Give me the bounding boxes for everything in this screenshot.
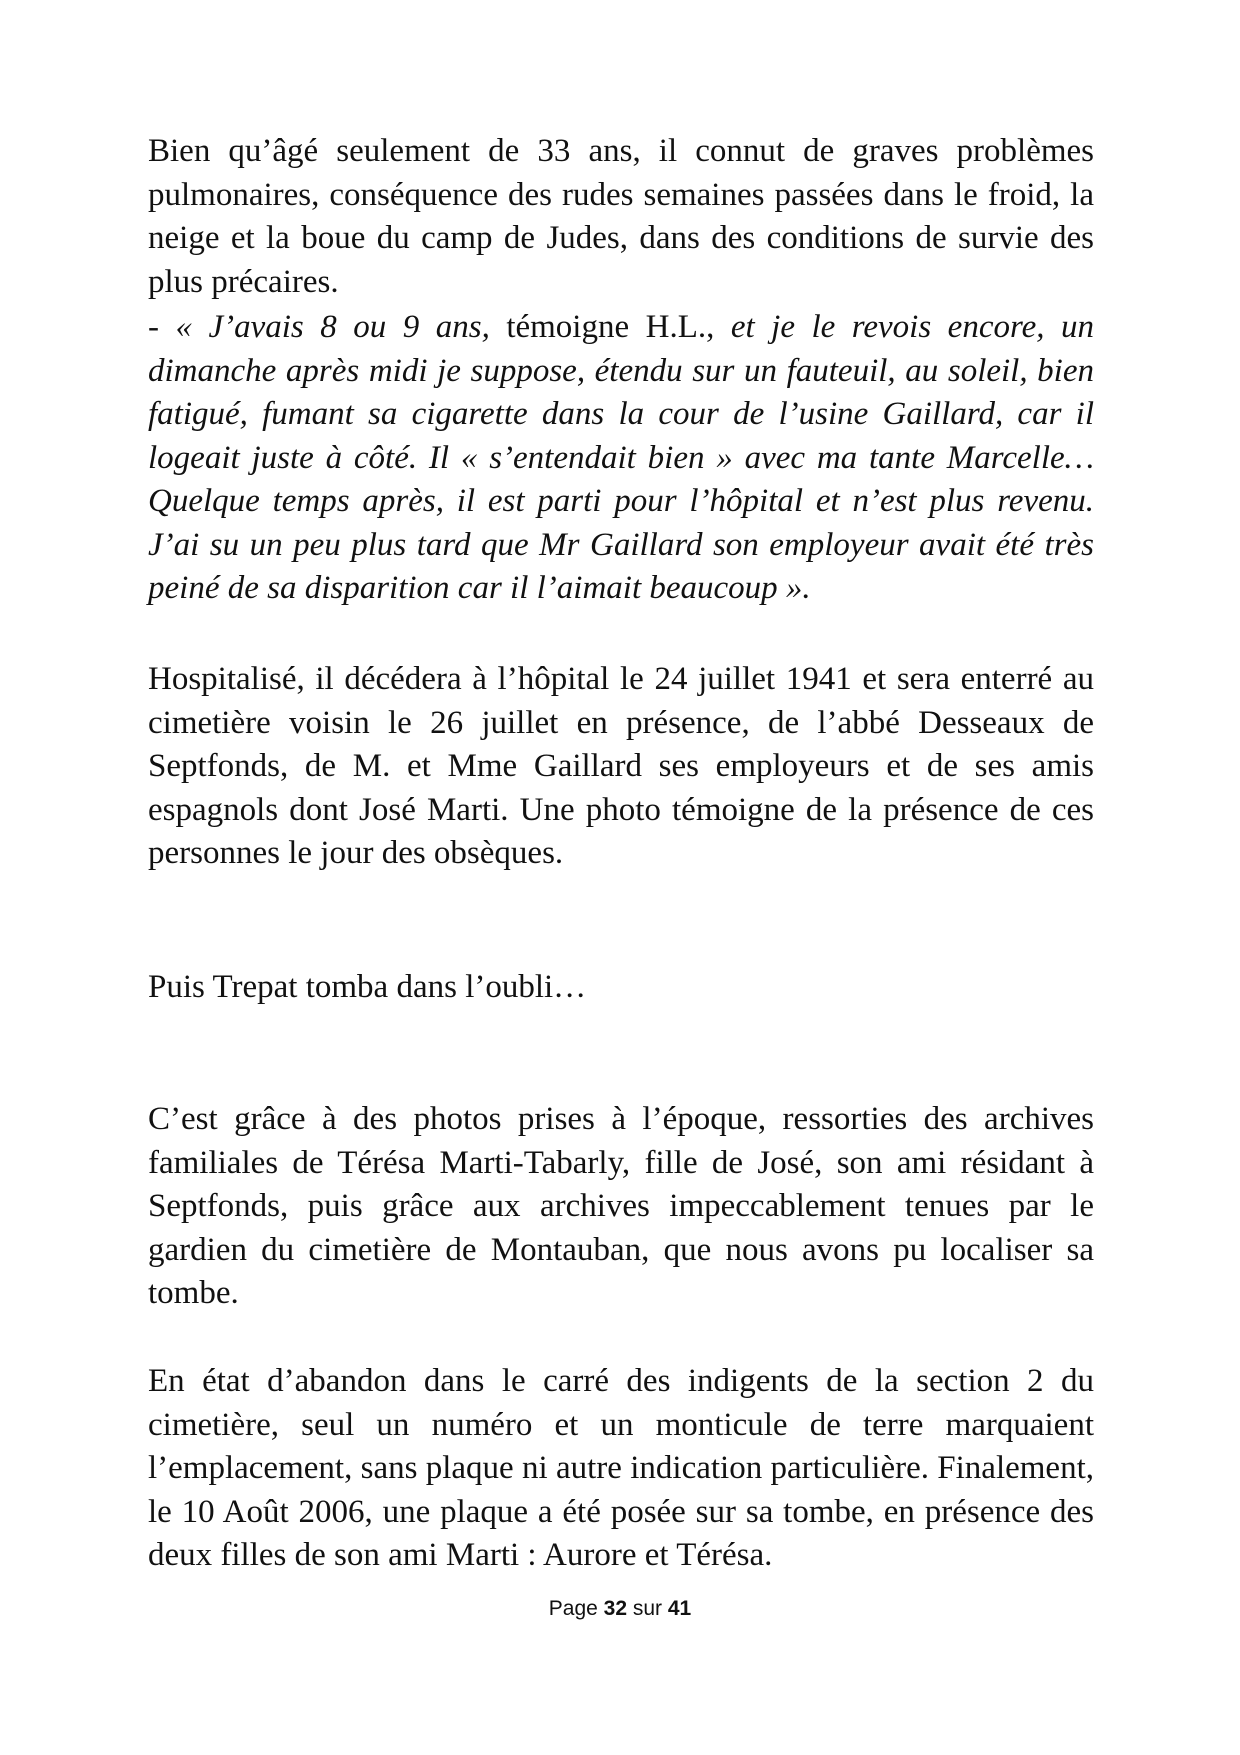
footer-total-pages: 41 bbox=[667, 1597, 692, 1620]
paragraph-testimony bbox=[148, 306, 1094, 611]
paragraph-grave: En état d’abandon dans le carré des indigents de la section 2 du cimetière, seul un numéro et un monticule de terre marquaient l’emplacement, sans plaque ni autre indication particulière. Finalement, le 10 Août 2006, une plaque a été posée sur sa tombe, en présence des deux filles de son ami Marti : Aurore et Térésa. bbox=[148, 1363, 1094, 1573]
testimony-quote-open: « J’avais 8 ou 9 ans, bbox=[175, 309, 490, 345]
footer-prefix: Page bbox=[548, 1597, 604, 1620]
paragraph-health: Bien qu’âgé seulement de 33 ans, il connut de graves problèmes pulmonaires, conséquence des rudes semaines passées dans le froid, la neige et la boue du camp de Judes, dans des conditions de survie des plus précaires. bbox=[148, 133, 1094, 300]
footer-current-page: 32 bbox=[603, 1597, 628, 1620]
page-number-footer bbox=[0, 1597, 1240, 1621]
testimony-dash: - bbox=[148, 309, 176, 345]
paragraph-hospitalisation: Hospitalisé, il décédera à l’hôpital le 24 juillet 1941 et sera enterré au cimetière voisin le 26 juillet en présence, de l’abbé Desseaux de Septfonds, de M. et Mme Gaillard ses employeurs et de ses amis espagnols dont José Marti. Une photo témoigne de la présence de ces personnes le jour des obsèques. bbox=[148, 661, 1094, 871]
footer-middle: sur bbox=[627, 1597, 668, 1620]
testimony-attribution: témoigne H.L., bbox=[489, 309, 731, 345]
paragraph-oblivion: Puis Trepat tomba dans l’oubli… bbox=[148, 969, 587, 1005]
paragraph-archives: C’est grâce à des photos prises à l’époque, ressorties des archives familiales de Térésa Marti-Tabarly, fille de José, son ami résidant à Septfonds, puis grâce aux archives impeccablement tenues par le gardien du cimetière de Montauban, que nous avons pu localiser sa tombe. bbox=[148, 1101, 1094, 1311]
testimony-quote-body: et je le revois encore, un dimanche après midi je suppose, étendu sur un fauteuil, au soleil, bien fatigué, fumant sa cigarette dans la cour de l’usine Gaillard, car il logeait juste à côté. Il « s’entendait bien » avec ma tante Marcelle… Quelque temps après, il est parti pour l’hôpital et n’est plus revenu. J’ai su un peu plus tard que Mr Gaillard son employeur avait été très peiné de sa disparition car il l’aimait beaucoup ». bbox=[148, 309, 1094, 606]
